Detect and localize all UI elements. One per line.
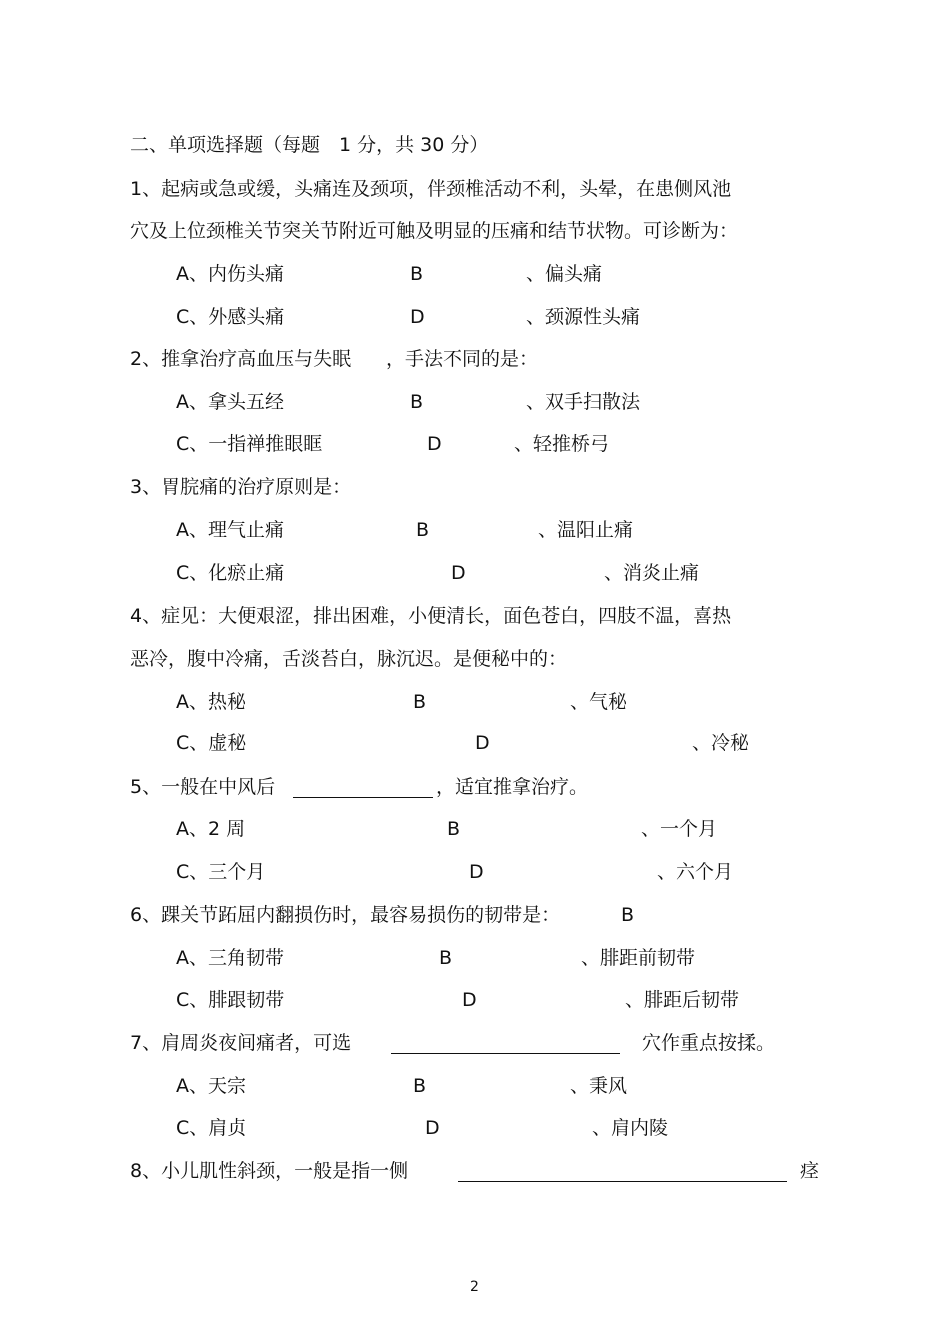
q7-option-b-text: 、秉风: [570, 1075, 628, 1097]
q8-stem-part1: 8、小儿肌性斜颈，一般是指一侧: [130, 1160, 409, 1182]
section-title: 二、单项选择题（每题 1 分，共 30 分）: [130, 134, 489, 156]
q2-option-d-text: 、轻推桥弓: [514, 433, 610, 455]
page-number: 2: [470, 1279, 479, 1295]
q4-option-c: C、虚秘: [176, 732, 247, 754]
q8-blank: [458, 1181, 787, 1182]
q2-option-d-letter: D: [427, 433, 442, 455]
q4-option-b-text: 、气秘: [570, 691, 628, 713]
q3-option-d-letter: D: [451, 562, 466, 584]
q2-option-b-text: 、双手扫散法: [526, 391, 641, 413]
q2-option-a: A、拿头五经: [176, 391, 284, 413]
q6-option-d-letter: D: [462, 989, 477, 1011]
q4-option-d-letter: D: [475, 732, 490, 754]
q1-option-c: C、外感头痛: [176, 306, 285, 328]
q4-stem-line1: 4、症见：大便艰涩，排出困难，小便清长，面色苍白，四肢不温，喜热: [130, 605, 732, 627]
q7-stem-part1: 7、肩周炎夜间痛者，可选: [130, 1032, 352, 1054]
q5-option-c: C、三个月: [176, 861, 266, 883]
q2-stem-part2: ，手法不同的是：: [386, 348, 539, 370]
q5-option-d-text: 、六个月: [657, 861, 734, 883]
q6-answer: B: [621, 904, 635, 926]
q5-option-a: A、2 周: [176, 818, 246, 840]
q1-option-a: A、内伤头痛: [176, 263, 284, 285]
q5-stem-part1: 5、一般在中风后: [130, 776, 276, 798]
q5-blank: [293, 797, 433, 798]
q3-option-d-text: 、消炎止痛: [604, 562, 700, 584]
q3-option-b-text: 、温阳止痛: [538, 519, 634, 541]
q1-option-d-letter: D: [410, 306, 425, 328]
q7-option-d-letter: D: [425, 1117, 440, 1139]
q6-option-a: A、三角韧带: [176, 947, 284, 969]
q7-option-d-text: 、肩内陵: [592, 1117, 669, 1139]
q3-stem: 3、胃脘痛的治疗原则是：: [130, 476, 352, 498]
q2-stem-part1: 2、推拿治疗高血压与失眠: [130, 348, 352, 370]
q3-option-a: A、理气止痛: [176, 519, 284, 541]
q3-option-c: C、化瘀止痛: [176, 562, 285, 584]
q1-stem-line2: 穴及上位颈椎关节突关节附近可触及明显的压痛和结节状物。可诊断为：: [130, 220, 739, 242]
q4-option-a: A、热秘: [176, 691, 246, 713]
q6-stem: 6、踝关节跖屈内翻损伤时，最容易损伤的韧带是：: [130, 904, 561, 926]
q6-option-b-text: 、腓距前韧带: [581, 947, 696, 969]
q6-option-b-letter: B: [439, 947, 453, 969]
q8-stem-part2: 痉: [800, 1160, 820, 1182]
q6-option-c: C、腓跟韧带: [176, 989, 285, 1011]
q7-blank: [391, 1053, 620, 1054]
q7-option-b-letter: B: [413, 1075, 427, 1097]
q5-option-b-letter: B: [447, 818, 461, 840]
q7-option-a: A、天宗: [176, 1075, 246, 1097]
q5-option-b-text: 、一个月: [641, 818, 718, 840]
q2-option-b-letter: B: [410, 391, 424, 413]
q1-option-b-text: 、偏头痛: [526, 263, 603, 285]
q2-option-c: C、一指禅推眼眶: [176, 433, 323, 455]
q7-option-c: C、肩贞: [176, 1117, 247, 1139]
q1-option-b-letter: B: [410, 263, 424, 285]
q4-stem-line2: 恶冷，腹中冷痛，舌淡苔白，脉沉迟。是便秘中的：: [130, 648, 568, 670]
q4-option-b-letter: B: [413, 691, 427, 713]
q4-option-d-text: 、冷秘: [692, 732, 750, 754]
q5-stem-part2: ，适宜推拿治疗。: [436, 776, 589, 798]
q7-stem-part2: 穴作重点按揉。: [642, 1032, 776, 1054]
q5-option-d-letter: D: [469, 861, 484, 883]
q1-option-d-text: 、颈源性头痛: [526, 306, 641, 328]
q3-option-b-letter: B: [416, 519, 430, 541]
q6-option-d-text: 、腓距后韧带: [625, 989, 740, 1011]
q1-stem-line1: 1、起病或急或缓，头痛连及颈项，伴颈椎活动不利，头晕，在患侧风池: [130, 178, 732, 200]
